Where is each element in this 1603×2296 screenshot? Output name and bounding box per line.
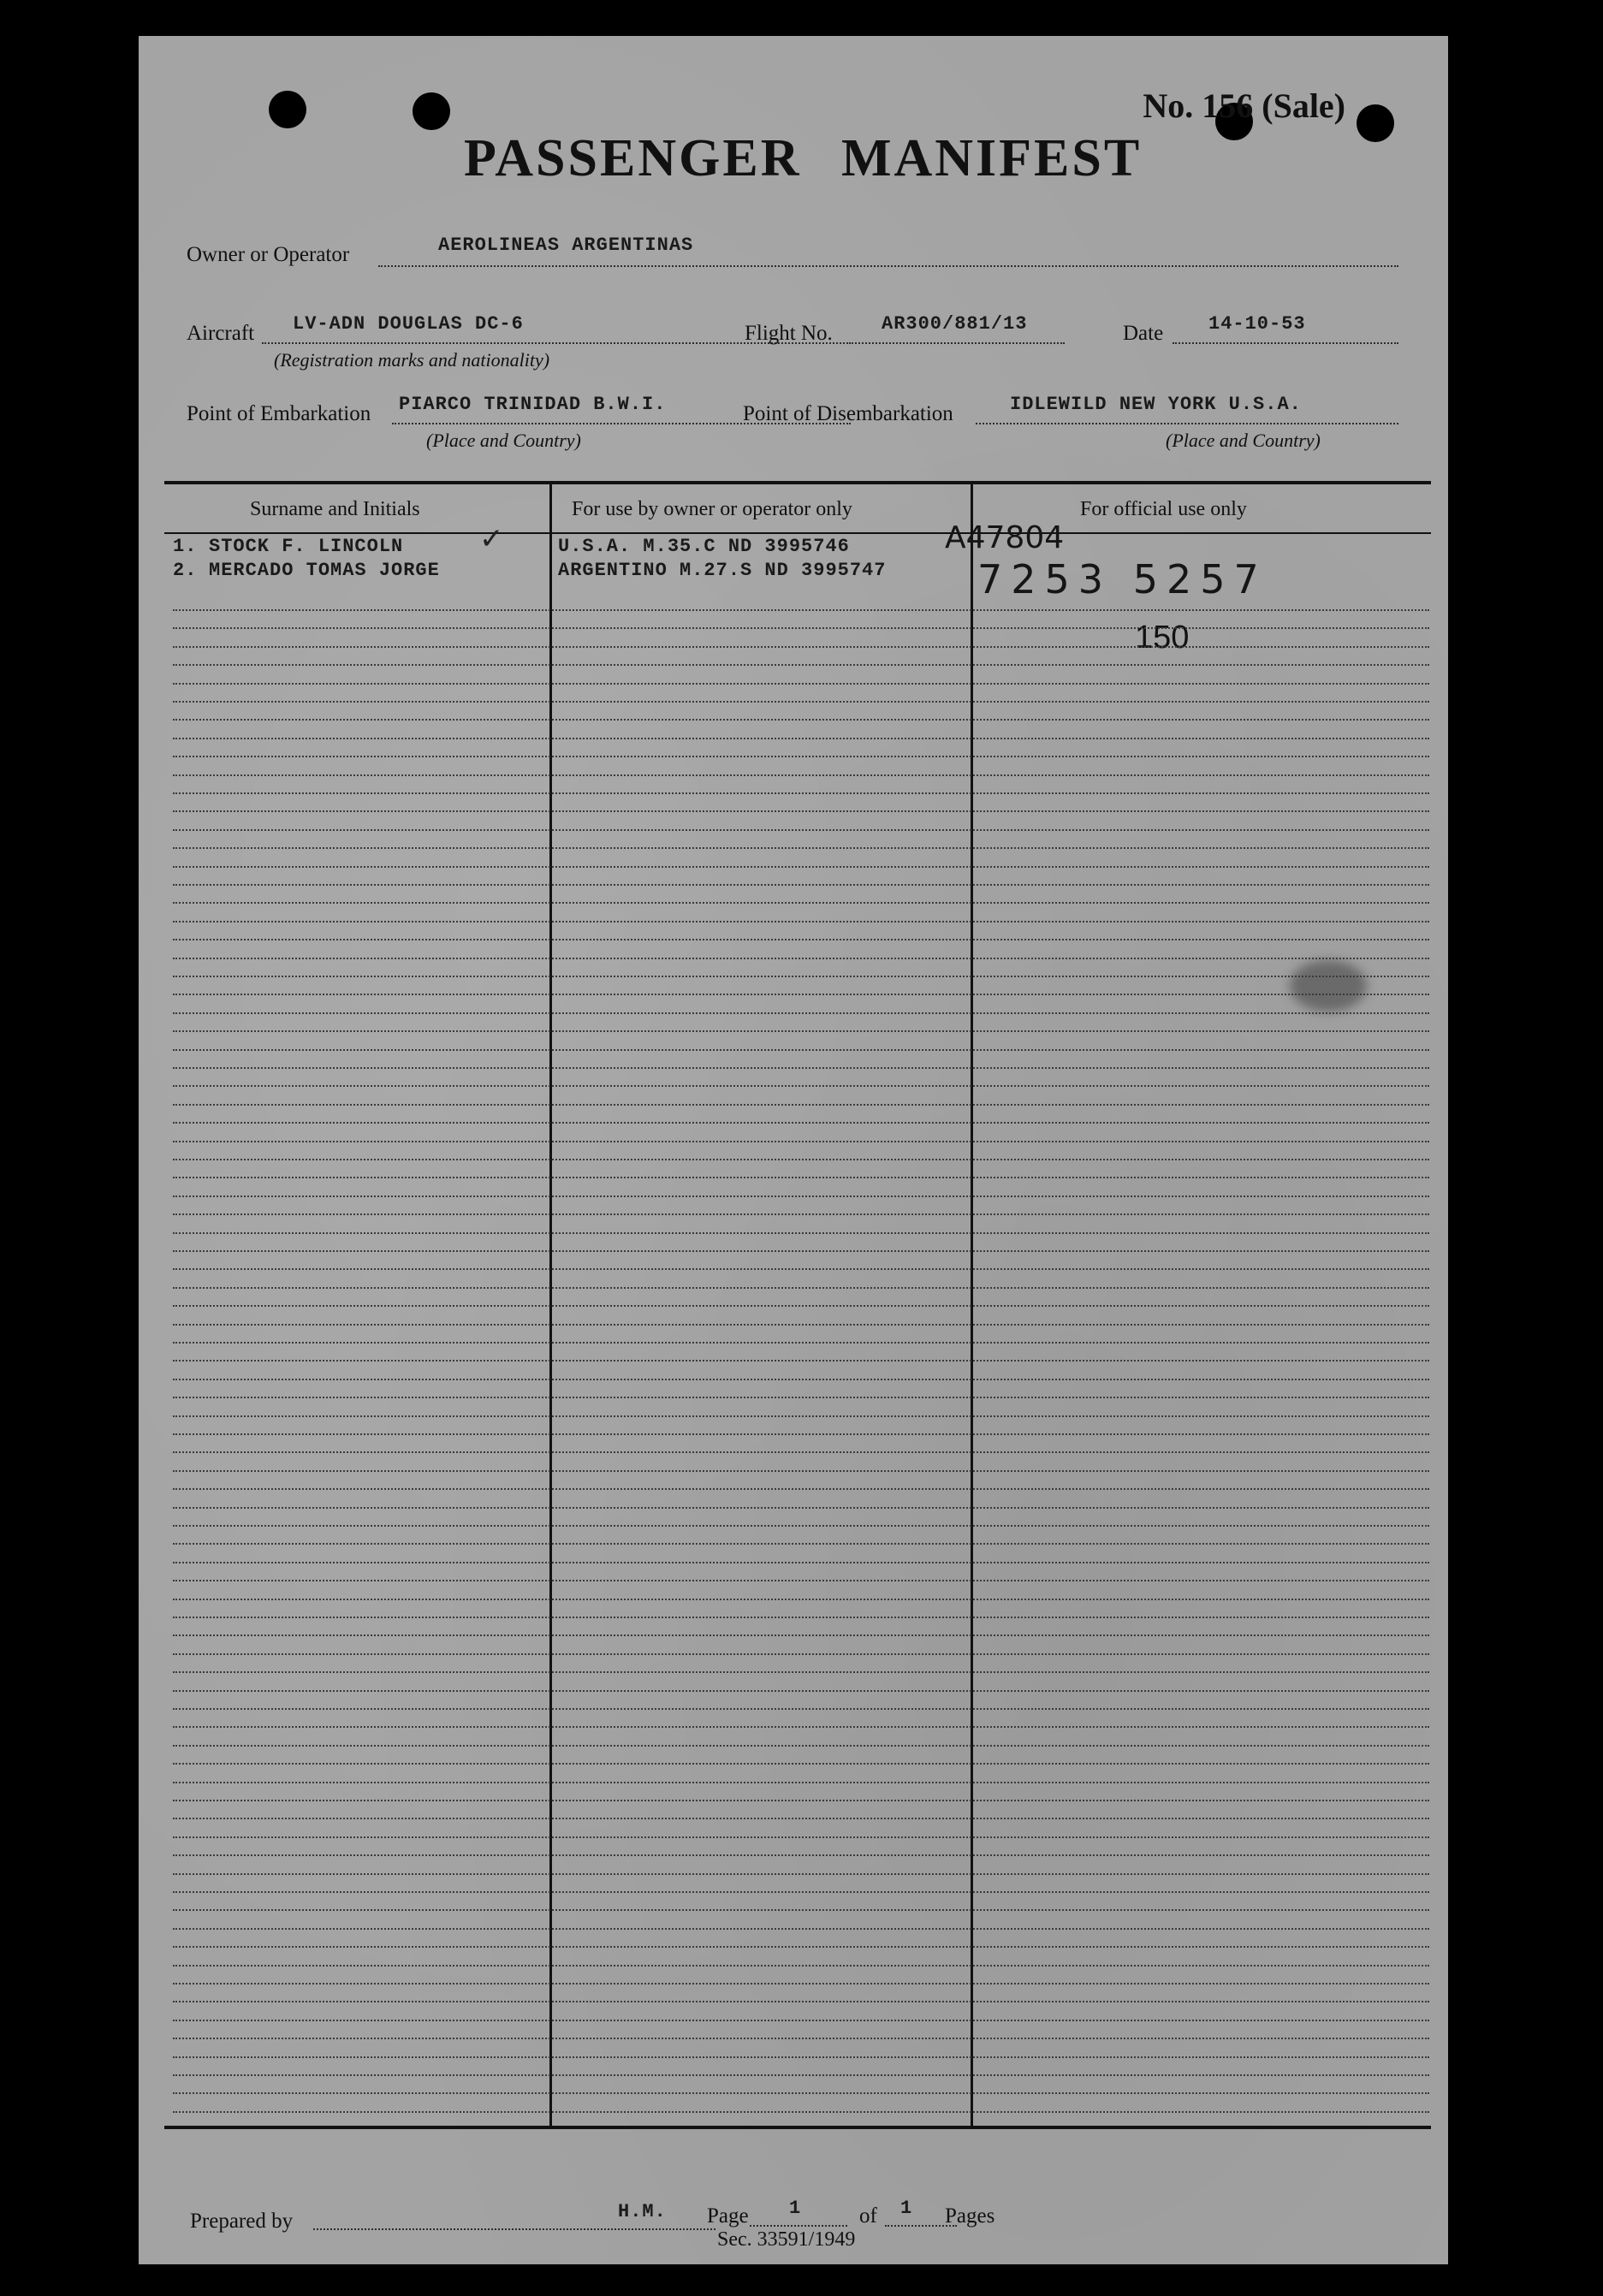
row-rule xyxy=(173,1708,1429,1710)
handwritten-number-2: 7253 5257 xyxy=(977,556,1268,602)
passenger-2-name: MERCADO TOMAS JORGE xyxy=(209,560,440,581)
aircraft-value: LV-ADN DOUGLAS DC-6 xyxy=(293,313,524,335)
row-rule xyxy=(173,1195,1429,1197)
embarkation-caption: (Place and Country) xyxy=(426,430,581,451)
table-header-rule xyxy=(164,532,1431,534)
row-rule xyxy=(173,738,1429,739)
row-rule xyxy=(173,1488,1429,1490)
section-reference: Sec. 33591/1949 xyxy=(717,2228,856,2251)
official-stamp: 150 xyxy=(1135,620,1190,656)
flight-label: Flight No. xyxy=(745,322,833,345)
row-rule xyxy=(173,1030,1429,1032)
row-rule xyxy=(173,1543,1429,1545)
row-rule xyxy=(173,1634,1429,1636)
row-rule xyxy=(173,1287,1429,1289)
row-rule xyxy=(173,958,1429,959)
row-rule xyxy=(173,1379,1429,1380)
row-rule xyxy=(173,1928,1429,1930)
punch-hole-left xyxy=(269,91,306,128)
row-rule xyxy=(173,1451,1429,1453)
page-dotline xyxy=(750,2225,847,2227)
embarkation-value: PIARCO TRINIDAD B.W.I. xyxy=(399,394,667,415)
row-rule xyxy=(173,1085,1429,1087)
row-rule xyxy=(173,664,1429,666)
passenger-1-details: U.S.A. M.35.C ND 3995746 xyxy=(558,536,850,557)
row-rule xyxy=(173,1836,1429,1838)
row-rule xyxy=(173,1049,1429,1051)
page-title: PASSENGER MANIFEST xyxy=(464,129,1143,187)
ruled-rows xyxy=(173,609,1429,2158)
row-rule xyxy=(173,1507,1429,1509)
manifest-paper xyxy=(139,36,1448,2264)
row-rule xyxy=(173,1433,1429,1435)
passenger-1-name: STOCK F. LINCOLN xyxy=(209,536,404,557)
row-rule xyxy=(173,1159,1429,1160)
page-value: 1 xyxy=(789,2198,802,2219)
row-rule xyxy=(173,1012,1429,1014)
aircraft-label: Aircraft xyxy=(187,322,255,345)
header-official-use: For official use only xyxy=(1080,498,1247,520)
row-rule xyxy=(173,719,1429,721)
row-rule xyxy=(173,1470,1429,1472)
row-rule xyxy=(173,1415,1429,1417)
row-rule xyxy=(173,1617,1429,1618)
row-rule xyxy=(173,2111,1429,2113)
row-rule xyxy=(173,1763,1429,1765)
serial-number: No. 156 (Sale) xyxy=(1143,86,1345,125)
row-rule xyxy=(173,1690,1429,1692)
row-rule xyxy=(173,627,1429,629)
row-rule xyxy=(173,1946,1429,1948)
row-rule xyxy=(173,1580,1429,1581)
passenger-2-details: ARGENTINO M.27.S ND 3995747 xyxy=(558,560,887,581)
header-operator-use: For use by owner or operator only xyxy=(572,498,852,520)
row-rule xyxy=(173,1342,1429,1344)
row-rule xyxy=(173,866,1429,868)
row-rule xyxy=(173,1800,1429,1801)
disembarkation-dotline xyxy=(976,423,1398,424)
row-rule xyxy=(173,1141,1429,1142)
row-rule xyxy=(173,829,1429,831)
row-rule xyxy=(173,2001,1429,2002)
page-label: Page xyxy=(707,2204,749,2228)
row-rule xyxy=(173,701,1429,703)
row-rule xyxy=(173,2056,1429,2058)
row-rule xyxy=(173,847,1429,849)
row-rule xyxy=(173,1067,1429,1069)
row-rule xyxy=(173,2074,1429,2076)
punch-hole-right-b xyxy=(1357,104,1394,142)
row-rule xyxy=(173,1104,1429,1106)
row-rule xyxy=(173,1599,1429,1600)
row-rule xyxy=(173,2020,1429,2021)
flight-value: AR300/881/13 xyxy=(882,313,1028,335)
row-rule xyxy=(173,1726,1429,1728)
row-rule xyxy=(173,1122,1429,1124)
header-surname: Surname and Initials xyxy=(250,498,420,520)
row-rule xyxy=(173,756,1429,757)
row-rule xyxy=(173,994,1429,995)
row-rule xyxy=(173,939,1429,940)
row-rule xyxy=(173,902,1429,904)
prepared-label: Prepared by xyxy=(190,2210,294,2233)
row-rule xyxy=(173,1818,1429,1819)
of-label: of xyxy=(859,2204,877,2228)
row-rule xyxy=(173,1909,1429,1911)
row-rule xyxy=(173,2092,1429,2094)
row-rule xyxy=(173,810,1429,812)
row-rule xyxy=(173,884,1429,886)
prepared-value: H.M. xyxy=(618,2201,667,2222)
owner-value: AEROLINEAS ARGENTINAS xyxy=(438,234,694,256)
of-value: 1 xyxy=(900,2198,913,2219)
pages-label: Pages xyxy=(945,2204,995,2228)
owner-dotline xyxy=(378,265,1398,267)
table-top-rule xyxy=(164,481,1431,484)
embarkation-label: Point of Embarkation xyxy=(187,402,371,425)
handwritten-number-1: A47804 xyxy=(945,520,1065,555)
row-rule xyxy=(173,1232,1429,1234)
row-rule xyxy=(173,921,1429,923)
row-rule xyxy=(173,774,1429,776)
row-rule xyxy=(173,1397,1429,1398)
row-rule xyxy=(173,1653,1429,1655)
date-label: Date xyxy=(1123,322,1164,345)
row-rule xyxy=(173,1525,1429,1527)
flight-dotline xyxy=(849,342,1065,344)
row-rule xyxy=(173,1268,1429,1270)
row-rule xyxy=(173,1213,1429,1215)
row-rule xyxy=(173,976,1429,977)
row-rule xyxy=(173,1873,1429,1875)
row-rule xyxy=(173,1983,1429,1985)
row-rule xyxy=(173,2038,1429,2039)
row-rule xyxy=(173,792,1429,794)
row-rule xyxy=(173,1324,1429,1326)
row-rule xyxy=(173,1671,1429,1673)
prepared-dotline xyxy=(313,2228,715,2230)
row-rule xyxy=(173,1250,1429,1252)
row-rule xyxy=(173,1177,1429,1178)
row-rule xyxy=(173,1854,1429,1856)
row-rule xyxy=(173,1891,1429,1893)
checkmark-icon: ✓ xyxy=(479,522,504,556)
row-rule xyxy=(173,683,1429,685)
punch-hole-center xyxy=(413,92,450,130)
aircraft-caption: (Registration marks and nationality) xyxy=(274,349,550,371)
row-rule xyxy=(173,1305,1429,1307)
row-rule xyxy=(173,1745,1429,1747)
passenger-2-number: 2. xyxy=(173,560,198,581)
disembarkation-value: IDLEWILD NEW YORK U.S.A. xyxy=(1010,394,1302,415)
disembarkation-label: Point of Disembarkation xyxy=(743,402,953,425)
owner-label: Owner or Operator xyxy=(187,243,350,266)
row-rule xyxy=(173,1562,1429,1563)
date-value: 14-10-53 xyxy=(1208,313,1306,335)
row-rule xyxy=(173,609,1429,611)
row-rule xyxy=(173,646,1429,648)
passenger-1-number: 1. xyxy=(173,536,198,557)
date-dotline xyxy=(1173,342,1398,344)
row-rule xyxy=(173,1360,1429,1362)
row-rule xyxy=(173,1965,1429,1967)
row-rule xyxy=(173,1782,1429,1783)
disembarkation-caption: (Place and Country) xyxy=(1166,430,1321,451)
